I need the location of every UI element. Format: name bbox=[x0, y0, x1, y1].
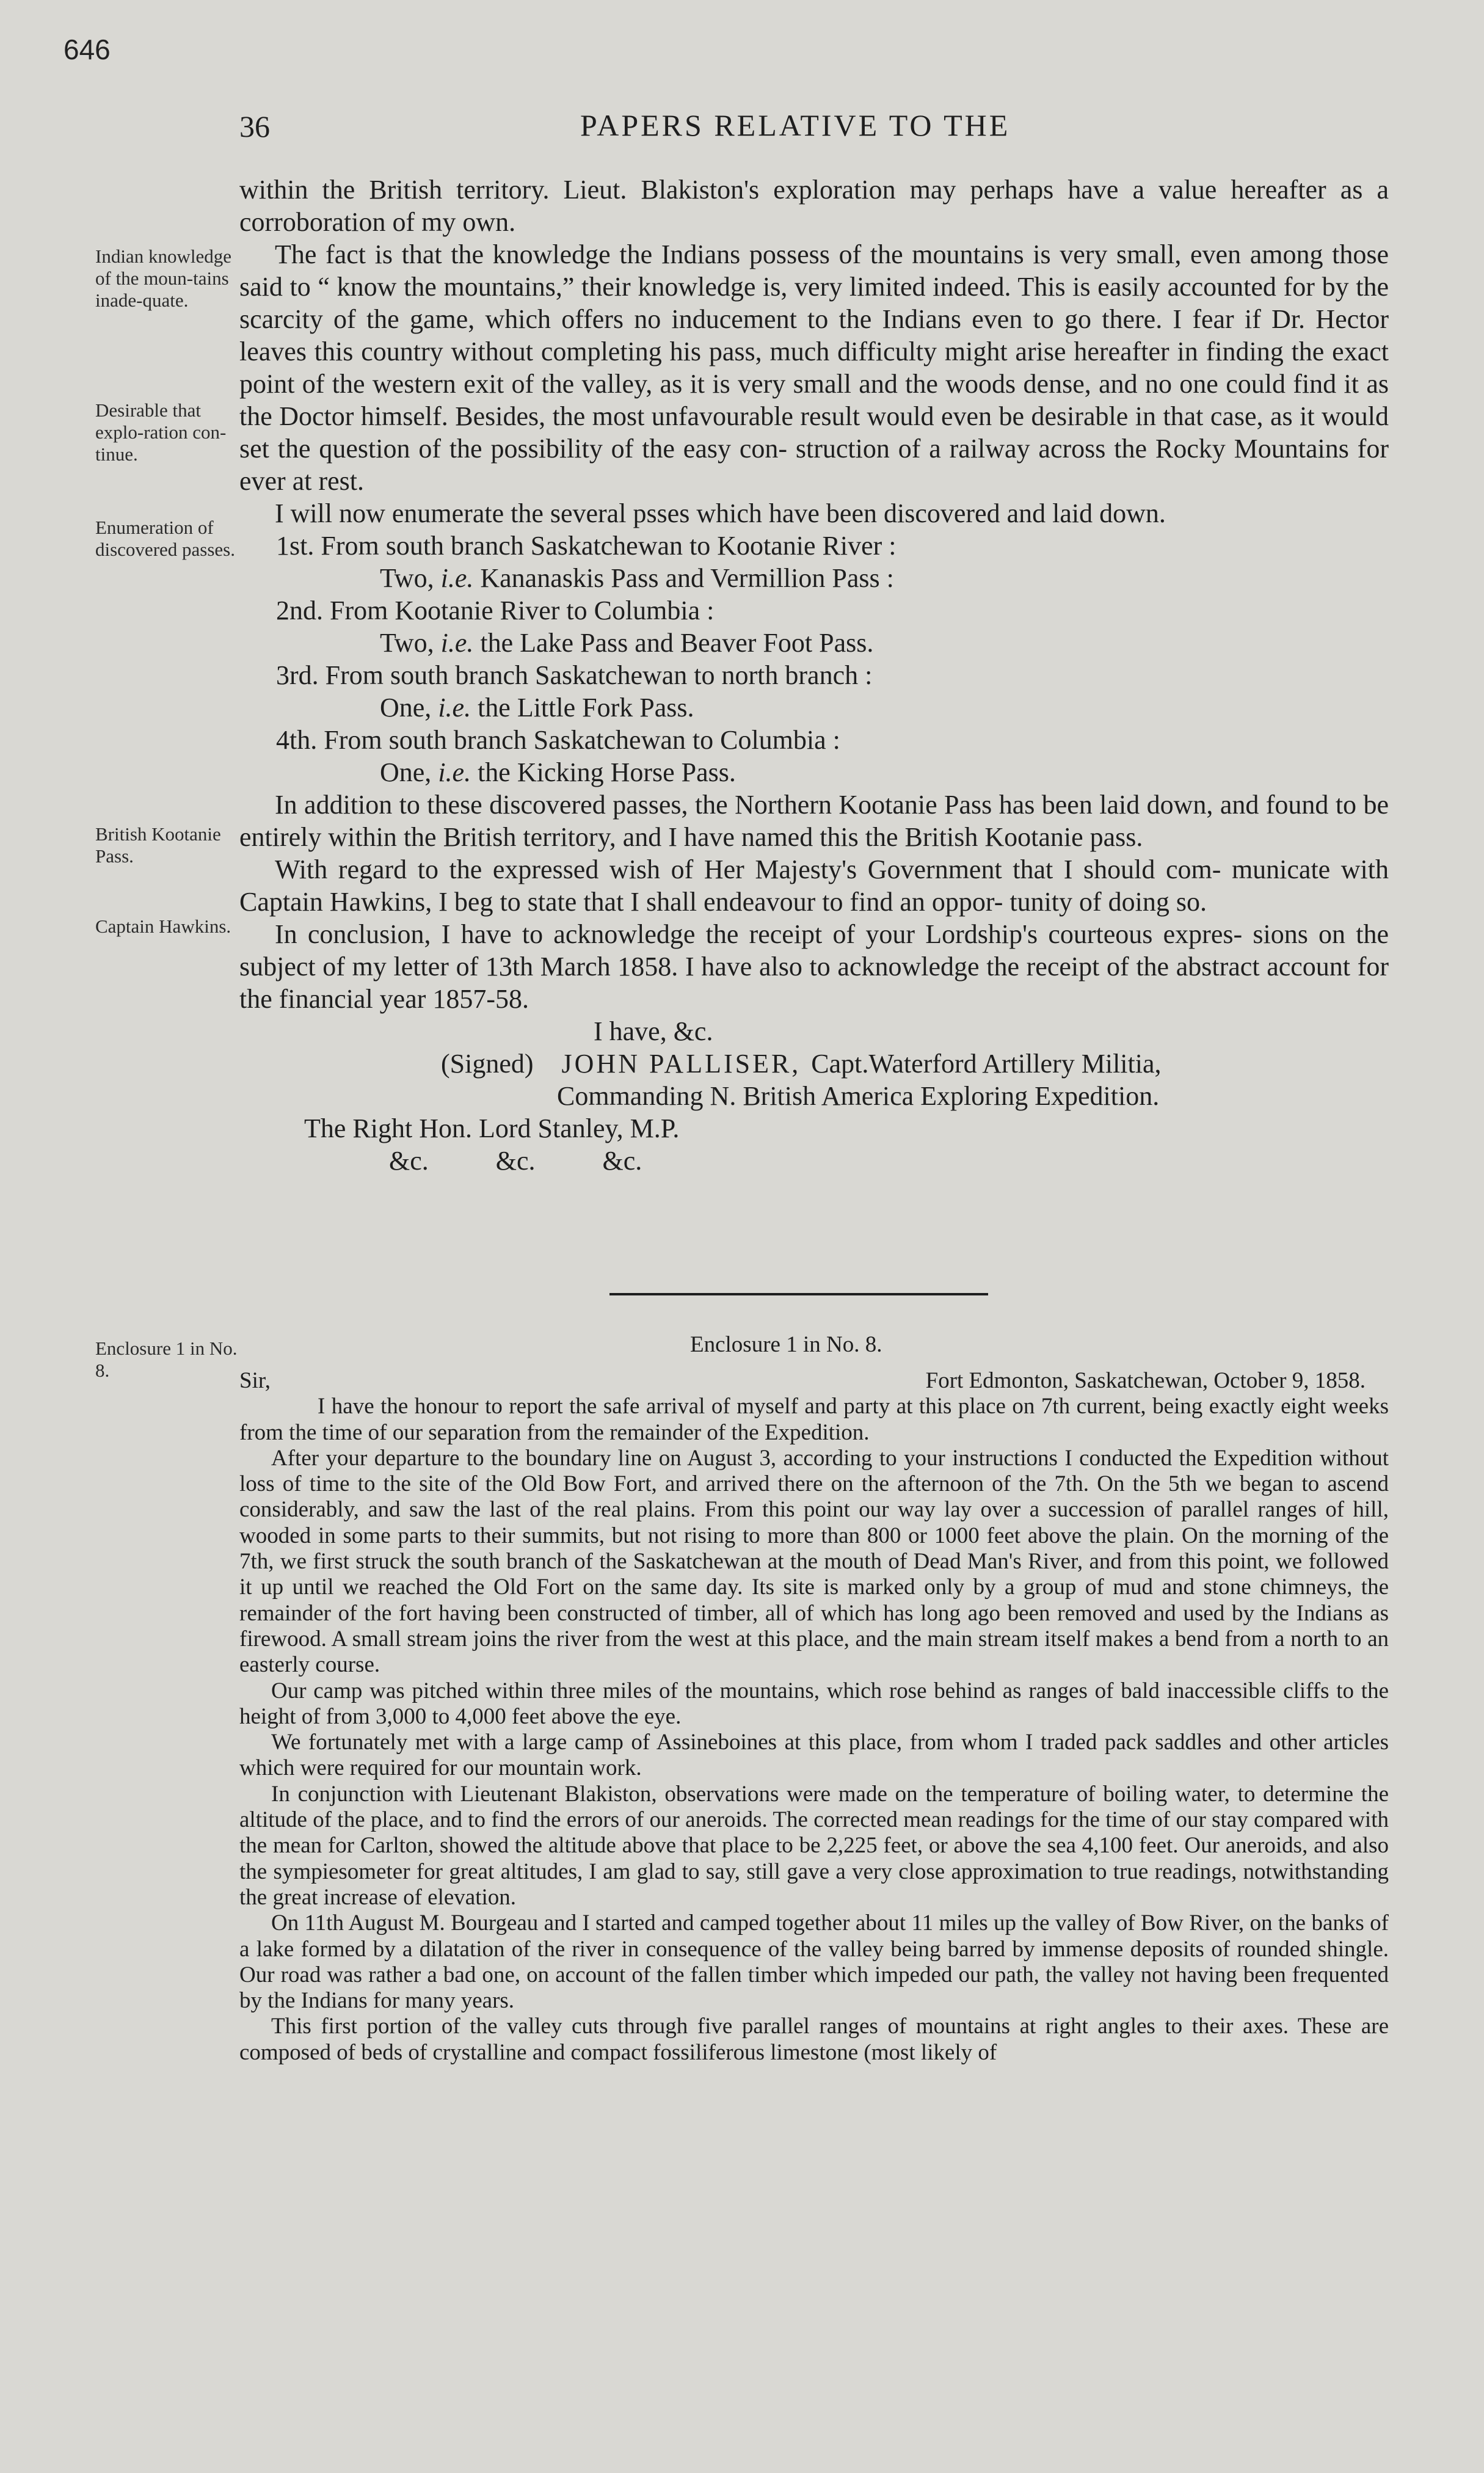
signed-label: (Signed) bbox=[441, 1049, 534, 1079]
letter-paragraph: within the British territory. Lieut. Blakiston's exploration may perhaps have a value hereafter as a corroboration of my own. bbox=[239, 175, 1389, 237]
closing: I have, &c. bbox=[594, 1016, 713, 1046]
margin-note-indian-knowledge: Indian knowledge of the moun-tains inade-quate. bbox=[95, 246, 231, 311]
enclosure-paragraph: In conjunction with Lieutenant Blakiston, observations were made on the temperature of boiling water, to determine the altitude of the place, and to find the errors of our aneroids. The corrected mean readings for the time of our stay compared with the mean for Carlton, showed the altitude above that place to be 2,225 feet, or above the sea 4,100 feet. Our aneroids, and also the sympiesometer for great altitudes, I am glad to say, still gave a very close approximation to true readings, notwithstanding the great increase of elevation. bbox=[239, 1781, 1389, 1910]
etc: &c. bbox=[389, 1146, 429, 1176]
ie-abbrev: i.e. bbox=[440, 628, 474, 658]
letter-body bbox=[239, 173, 1389, 1177]
signature-line bbox=[441, 1047, 1389, 1080]
enclosure-paragraph: We fortunately met with a large camp of Assineboines at this place, from whom I traded pack saddles and other articles which were required for our mountain work. bbox=[239, 1730, 1389, 1781]
section-divider bbox=[609, 1293, 988, 1295]
margin-note-british-kootanie: British Kootanie Pass. bbox=[95, 823, 221, 867]
etc-line bbox=[389, 1145, 1389, 1177]
margin-note-exploration: Desirable that explo-ration con-tinue. bbox=[95, 399, 227, 465]
salutation-line bbox=[239, 1368, 1389, 1394]
ie-abbrev: i.e. bbox=[438, 693, 471, 723]
sheet-number: 646 bbox=[64, 34, 111, 65]
pass-list-detail bbox=[380, 691, 1389, 724]
enclosure-paragraph: After your departure to the boundary line on August 3, according to your instructions I conducted the Expedition without loss of time to the site of the Old Bow Fort, and arrived there on the afternoon of the 7th. On the 5th we began to ascend considerably, and saw the last of the real plains. From this point our way lay over a succession of parallel ranges of hill, wooded in some parts to their summits, but not rising to more than 800 or 1000 feet above the plain. On the morning of the 7th, we first struck the south branch of the Saskatchewan at the mouth of Dead Man's River, and from this point, we followed it up until we reached the Old Fort on the same day. Its site is marked only by a group of mud and stone chimneys, the remainder of the fort having been constructed of timber, all of which has long ago been removed and used by the Indians as firewood. A small stream joins the river from the west at this place, and the main stream itself makes a bend from a north to an easterly course. bbox=[239, 1445, 1389, 1678]
dateline: Fort Edmonton, Saskatchewan, October 9, 1858. bbox=[925, 1368, 1366, 1393]
signer-name: JOHN PALLISER, bbox=[561, 1049, 801, 1079]
page-number: 36 bbox=[239, 109, 270, 144]
pass-list-detail bbox=[380, 562, 1389, 594]
signer-title: Capt.Waterford Artillery Militia, bbox=[811, 1049, 1162, 1079]
enclosure-paragraph: On 11th August M. Bourgeau and I started and camped together about 11 miles up the valley of Bow River, on the banks of a lake formed by a dilatation of the river in consequence of the valley being barred by immense deposits of rounded shingle. Our road was rather a bad one, on account of the fallen timber which impeded our path, the valley not having been frequented by the Indians for many years. bbox=[239, 1910, 1389, 2014]
letter-paragraph: In conclusion, I have to acknowledge the receipt of your Lordship's courteous expres- sions on the subject of my letter of 13th March 1858. I have also to acknowledge the receipt of the abstract account for the financial year 1857-58. bbox=[239, 919, 1389, 1014]
margin-note-enclosure: Enclosure 1 in No. 8. bbox=[95, 1338, 238, 1381]
ie-abbrev: i.e. bbox=[440, 563, 474, 593]
salutation: Sir, bbox=[239, 1368, 271, 1393]
enclosure-paragraph: Our camp was pitched within three miles of the mountains, which rose behind as ranges of bald inaccessible cliffs to the height of from 3,000 to 4,000 feet above the eye. bbox=[239, 1678, 1389, 1729]
pass-names: the Little Fork Pass. bbox=[471, 693, 694, 723]
etc: &c. bbox=[602, 1146, 642, 1176]
margin-note-enumeration: Enumeration of discovered passes. bbox=[95, 517, 235, 560]
pass-count: One, bbox=[380, 693, 438, 723]
pass-count: Two, bbox=[380, 563, 441, 593]
letter-paragraph: The fact is that the knowledge the Indians possess of the mountains is very small, even among those said to “ know the mountains,” their knowledge is, very limited indeed. This is easily accounted for by the scarcity of the game, which offers no inducement to the Indians even to go there. I fear if Dr. Hector leaves this country without completing his pass, much difficulty might arise hereafter in finding the exact point of the western exit of the valley, as it is very small and the woods dense, and no one could find it as the Doctor himself. Besides, the most unfavourable result would even be desirable in that case, as it would set the question of the possibility of the easy con- struction of a railway across the Rocky Mountains for ever at rest. bbox=[239, 239, 1389, 496]
margin-note-captain-hawkins: Captain Hawkins. bbox=[95, 916, 231, 937]
letter-paragraph: With regard to the expressed wish of Her Majesty's Government that I should com- municate with Captain Hawkins, I beg to state that I shall endeavour to find an oppor- tunity of doing so. bbox=[239, 854, 1389, 917]
pass-names: the Kicking Horse Pass. bbox=[471, 757, 736, 787]
pass-names: the Lake Pass and Beaver Foot Pass. bbox=[473, 628, 874, 658]
pass-count: Two, bbox=[380, 628, 441, 658]
running-head: PAPERS RELATIVE TO THE bbox=[580, 108, 1011, 142]
pass-list-detail bbox=[380, 627, 1389, 659]
pass-list-heading: 4th. From south branch Saskatchewan to Columbia : bbox=[276, 725, 840, 755]
etc: &c. bbox=[495, 1146, 536, 1176]
pass-list-detail bbox=[380, 756, 1389, 789]
ie-abbrev: i.e. bbox=[438, 757, 471, 787]
enclosure-paragraph: I have the honour to report the safe arrival of myself and party at this place on 7th current, being exactly eight weeks from the time of our separation from the remainder of the Expedition. bbox=[239, 1394, 1389, 1445]
addressee: The Right Hon. Lord Stanley, M.P. bbox=[304, 1113, 680, 1143]
pass-list-heading: 3rd. From south branch Saskatchewan to north branch : bbox=[276, 660, 873, 690]
pass-list-heading: 1st. From south branch Saskatchewan to Kootanie River : bbox=[276, 531, 897, 561]
pass-names: Kananaskis Pass and Vermillion Pass : bbox=[473, 563, 894, 593]
pass-count: One, bbox=[380, 757, 438, 787]
enclosure-heading: Enclosure 1 in No. 8. bbox=[690, 1332, 882, 1357]
pass-list-heading: 2nd. From Kootanie River to Columbia : bbox=[276, 595, 715, 625]
enclosure-paragraph: This first portion of the valley cuts through five parallel ranges of mountains at right angles to their axes. These are composed of beds of crystalline and compact fossiliferous limestone (most likely of bbox=[239, 2014, 1389, 2065]
letter-paragraph: I will now enumerate the several psses which have been discovered and laid down. bbox=[275, 498, 1166, 528]
signer-title-2: Commanding N. British America Exploring Expedition. bbox=[557, 1081, 1160, 1111]
enclosure-body bbox=[239, 1368, 1389, 2066]
letter-paragraph: In addition to these discovered passes, the Northern Kootanie Pass has been laid down, and found to be entirely within the British territory, and I have named this the British Kootanie pass. bbox=[239, 790, 1389, 852]
